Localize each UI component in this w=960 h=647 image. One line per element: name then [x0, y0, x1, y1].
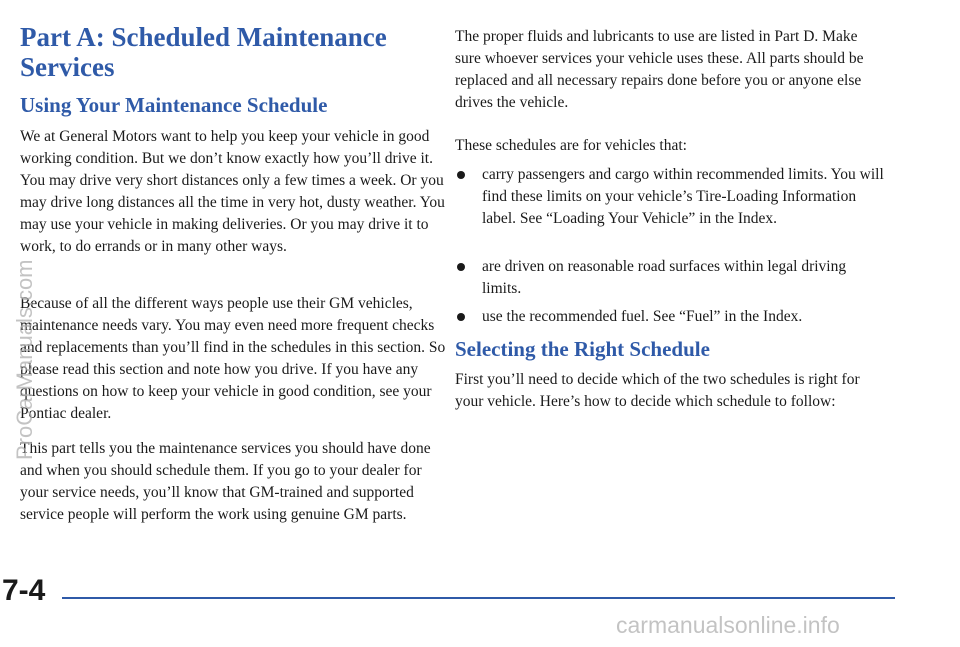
bullet-icon [457, 313, 465, 321]
right-lead-paragraph: These schedules are for vehicles that: [455, 137, 687, 154]
left-paragraph-3: This part tells you the maintenance services you should have done and when you should schedule them. If you go to your dealer for your service needs, you’ll know that GM-trained and supported service people will perform the work using genuine GM parts. [20, 440, 431, 523]
section-heading-maintenance-schedule: Using Your Maintenance Schedule [20, 93, 328, 117]
part-title: Part A: Scheduled Maintenance Services [20, 22, 387, 82]
bullet-icon [457, 263, 465, 271]
left-paragraph-1: We at General Motors want to help you keep your vehicle in good working condition. But we don’t know exactly how you’ll drive it. You may drive very short distances only a few times a week. Or you may drive long distances all the time in very hot, dusty weather. You may use your vehicle in making deliveries. Or you may drive it to work, to do errands or in many other ways. [20, 128, 445, 255]
bullet-text: are driven on reasonable road surfaces within legal driving limits. [482, 258, 847, 297]
left-paragraph-2: Because of all the different ways people use their GM vehicles, maintenance needs vary. You may even need more frequent checks and replacements than you’ll find in the schedules in this section. So please read this section and note how you drive. If you have any questions on how to keep your vehicle in good condition, see your Pontiac dealer. [20, 295, 446, 422]
watermark-side: ProCarManuals.com [12, 259, 37, 460]
page-number: 7-4 [2, 574, 46, 607]
footer-rule [62, 597, 895, 599]
bullet-icon [457, 171, 465, 179]
watermark-bottom: carmanualsonline.info [616, 612, 840, 638]
right-closing-paragraph: First you’ll need to decide which of the two schedules is right for your vehicle. Here’s how to decide which schedule to follow: [455, 371, 860, 410]
bullet-text: use the recommended fuel. See “Fuel” in the Index. [482, 308, 803, 325]
right-intro-paragraph: The proper fluids and lubricants to use are listed in Part D. Make sure whoever services your vehicle uses these. All parts should be replaced and all necessary repairs done before you or anyone else drives the vehicle. [455, 28, 864, 111]
section-heading-right-schedule: Selecting the Right Schedule [455, 337, 710, 361]
bullet-text: carry passengers and cargo within recommended limits. You will find these limits on your vehicle’s Tire-Loading Information label. See “Loading Your Vehicle” in the Index. [482, 166, 884, 227]
